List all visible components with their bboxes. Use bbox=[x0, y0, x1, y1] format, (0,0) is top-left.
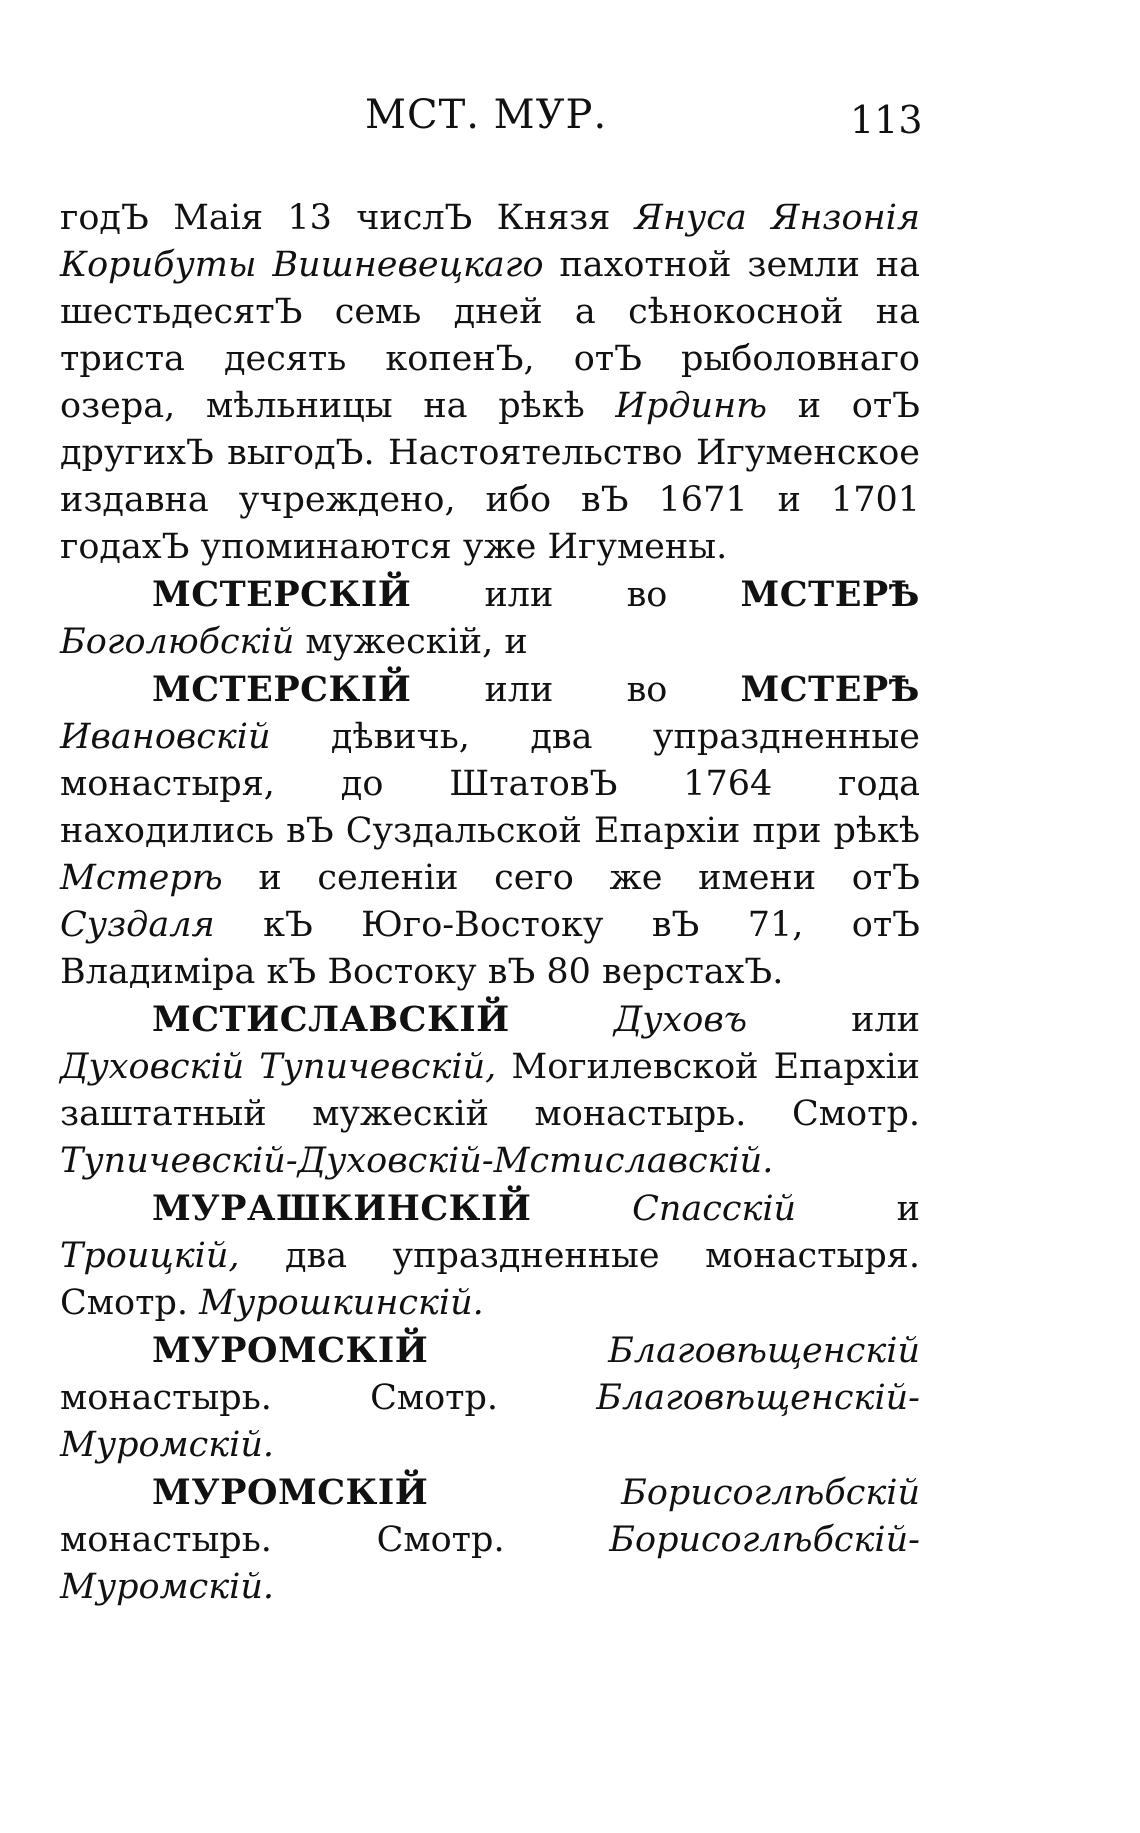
entry-text bbox=[428, 1473, 621, 1513]
entry-text: мужескій, и bbox=[294, 622, 528, 662]
entry-text: монастырь. Смотр. bbox=[60, 1520, 610, 1560]
entry-text: монастырь. Смотр. bbox=[60, 1378, 597, 1418]
italic-name: Духовъ bbox=[613, 1000, 748, 1040]
entry-text: два упраздненные монастыря. Смотр. bbox=[60, 1236, 920, 1323]
italic-name: Борисоглѣбскій-Муромскій. bbox=[60, 1520, 920, 1607]
entry-headword: МСТЕРСКІЙ bbox=[152, 669, 412, 710]
entry-mstersky-bogolyubsky bbox=[60, 571, 920, 666]
italic-name: Благовѣщенскій bbox=[608, 1331, 920, 1371]
entry-text: и отЪ другихЪ выгодЪ. Настоятельство Игуменское издавна учреждено, ибо вЪ 1671 и 1701 годахЪ упоминаются уже Игумены. bbox=[60, 386, 920, 567]
entry-headword: МУРАШКИНСКІЙ bbox=[152, 1188, 532, 1229]
entry-text: Могилевской Епархіи заштатный мужескій монастырь. Смотр. bbox=[60, 1047, 920, 1134]
dictionary-text bbox=[60, 195, 920, 1611]
entry-text: пахотной земли на шестьдесятЪ семь дней а сѣнокосной на триста десять копенЪ, отЪ рыболовнаго озера, мѣльницы на рѣкѣ bbox=[60, 245, 920, 426]
italic-name: Ивановскій bbox=[60, 717, 271, 757]
italic-name: Януса Янзонія Корибуты Вишневецкаго bbox=[60, 198, 920, 285]
italic-name: Тупичевскій-Духовскій-Мстиславскій. bbox=[60, 1141, 774, 1181]
entry-muromsky-borisoglebsky bbox=[60, 1469, 920, 1611]
italic-name: Боголюбскій bbox=[60, 622, 295, 662]
entry-text: и селеніи сего же имени отЪ bbox=[222, 858, 920, 898]
entry-headword: МСТИСЛАВСКІЙ bbox=[152, 999, 510, 1040]
italic-name: Духовскій Тупичевскій, bbox=[60, 1047, 497, 1087]
italic-name: Суздаля bbox=[60, 905, 215, 945]
entry-headword: МСТЕРѢ bbox=[740, 669, 920, 710]
entry-text: годЪ Маія 13 числЪ Князя bbox=[60, 198, 635, 238]
entry-text: и bbox=[796, 1189, 920, 1229]
running-head bbox=[60, 92, 923, 152]
running-title: МСТ. МУР. bbox=[365, 92, 608, 138]
entry-text: или bbox=[747, 1000, 920, 1040]
entry-muromsky-blagoveshchensky bbox=[60, 1327, 920, 1469]
entry-text bbox=[531, 1189, 632, 1229]
italic-name: Мурошкинскій. bbox=[199, 1283, 484, 1323]
entry-mstislavsky bbox=[60, 996, 920, 1185]
italic-name: Благовѣщенскій-Муромскій. bbox=[60, 1378, 920, 1465]
entry-headword: МСТЕРСКІЙ bbox=[152, 574, 412, 615]
italic-name: Борисоглѣбскій bbox=[621, 1473, 920, 1513]
italic-name: Мстерѣ bbox=[60, 858, 223, 898]
italic-name: Спасскій bbox=[632, 1189, 797, 1229]
entry-murashkinsky bbox=[60, 1185, 920, 1327]
entry-text: кЪ Юго-Востоку вЪ 71, отЪ Владиміра кЪ Востоку вЪ 80 верстахЪ. bbox=[60, 905, 920, 992]
entry-text bbox=[510, 1000, 614, 1040]
italic-name: Ирдинѣ bbox=[615, 386, 768, 426]
entry-mstersky-ivanovsky bbox=[60, 666, 920, 996]
italic-name: Троицкій, bbox=[60, 1236, 240, 1276]
entry-headword: МСТЕРѢ bbox=[740, 574, 920, 615]
entry-text: дѣвичь, два упраздненные монастыря, до ШтатовЪ 1764 года находились вЪ Суздальской Епархіи при рѣкѣ bbox=[60, 717, 920, 851]
entry-text: или во bbox=[411, 670, 741, 710]
entry-headword: МУРОМСКІЙ bbox=[152, 1330, 429, 1371]
entry-continuation bbox=[60, 195, 920, 571]
entry-headword: МУРОМСКІЙ bbox=[152, 1472, 429, 1513]
entry-text bbox=[428, 1331, 608, 1371]
page-number: 113 bbox=[850, 98, 923, 142]
entry-text: или во bbox=[411, 575, 741, 615]
